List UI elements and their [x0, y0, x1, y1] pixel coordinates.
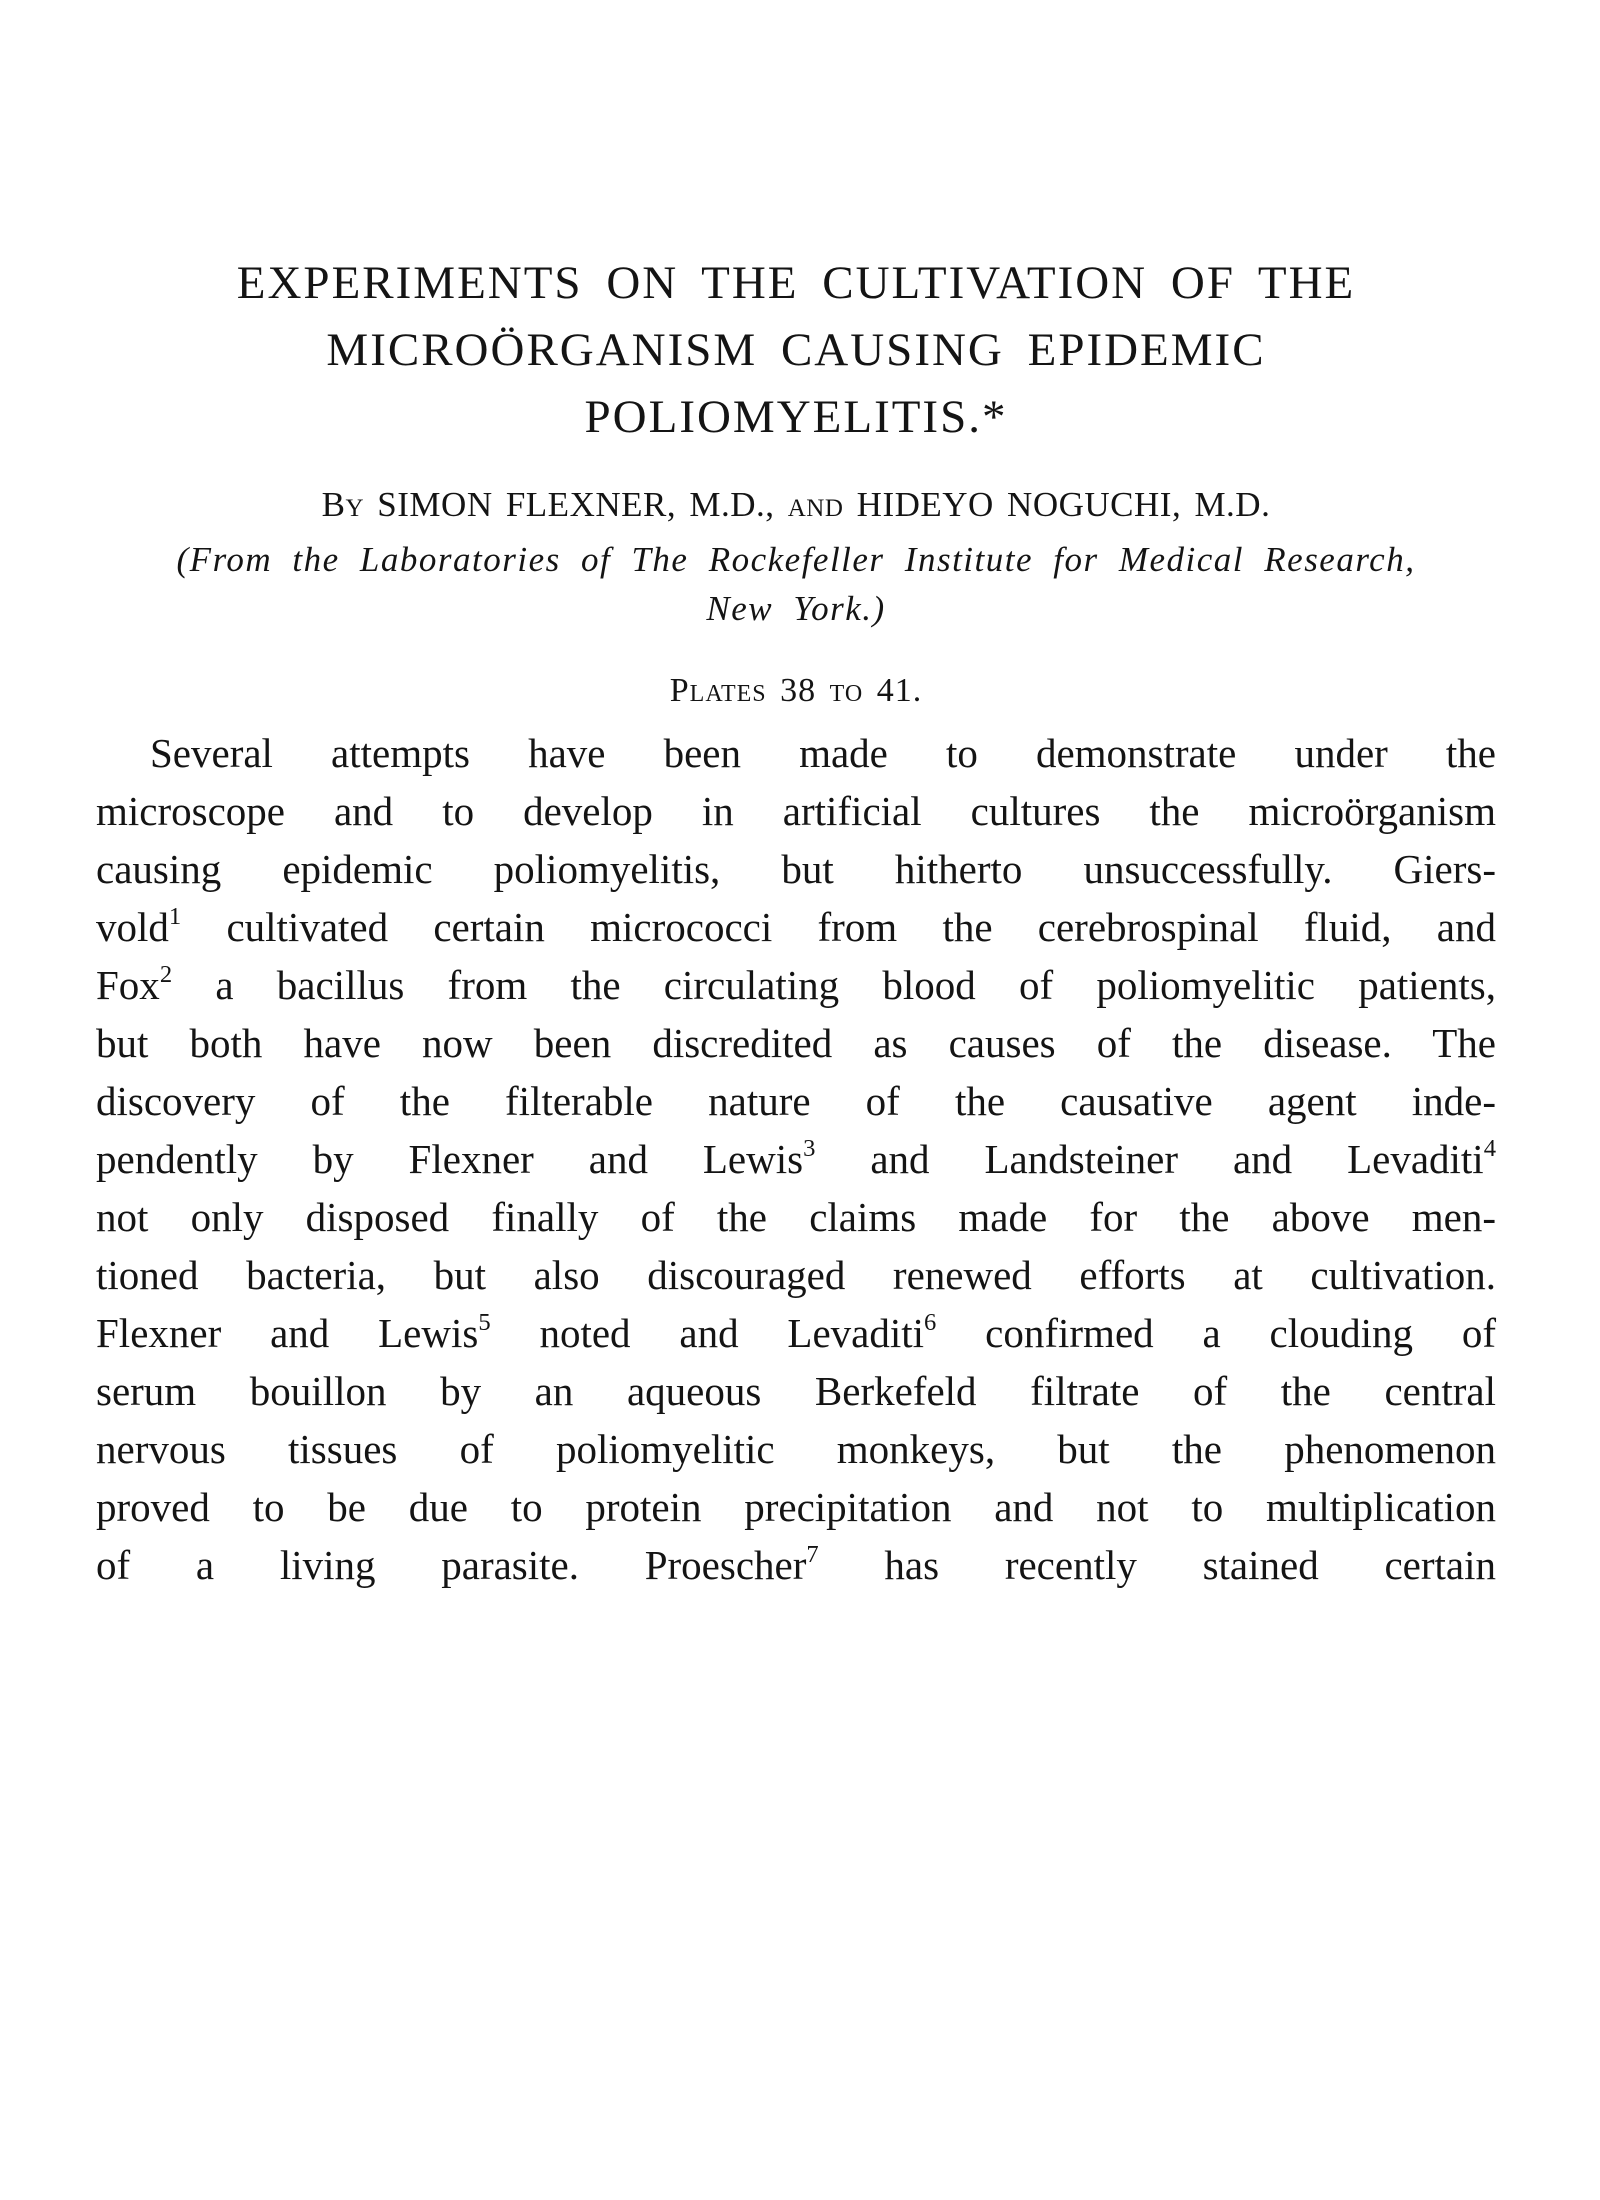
footnote-ref: 7: [806, 1540, 819, 1568]
title-line: MICROÖRGANISM CAUSING EPIDEMIC: [326, 324, 1266, 376]
text-line: but both have now been discredited as causes of the disease. The: [96, 1020, 1496, 1066]
plates-reference: [96, 672, 1496, 710]
text-line: not only disposed finally of the claims made for the above men-: [96, 1194, 1496, 1240]
text-line: causing epidemic poliomyelitis, but hitherto unsuccessfully. Giers-: [96, 846, 1496, 892]
affiliation-line: New York.): [706, 589, 886, 628]
affiliation: [96, 535, 1496, 633]
text-run: vold: [96, 904, 169, 950]
article-title: [96, 250, 1496, 451]
text-line: proved to be due to protein precipitation and not to multiplication: [96, 1484, 1496, 1530]
text-line: [96, 1536, 1496, 1594]
footnote-ref: 5: [478, 1308, 491, 1336]
text-run: has recently stained certain: [818, 1542, 1496, 1588]
text-line: [96, 1304, 1496, 1362]
text-run: noted and Levaditi: [490, 1310, 925, 1356]
text-line: [96, 1130, 1496, 1188]
body-paragraph: [96, 724, 1496, 1594]
footnote-ref: 6: [924, 1308, 937, 1336]
text-run: Flexner and Lewis: [96, 1310, 479, 1356]
text-line: discovery of the filterable nature of the causative agent inde-: [96, 1078, 1496, 1124]
plates-first: 38: [780, 672, 817, 709]
byline-and: and: [787, 485, 844, 524]
text-line: [96, 956, 1496, 1014]
text-line: Several attempts have been made to demonstrate under the: [150, 730, 1496, 776]
text-line: [96, 898, 1496, 956]
text-line: tioned bacteria, but also discouraged renewed efforts at cultivation.: [96, 1252, 1496, 1298]
title-line: POLIOMYELITIS.*: [584, 391, 1008, 443]
title-line: EXPERIMENTS ON THE CULTIVATION OF THE: [236, 257, 1356, 309]
text-run: pendently by Flexner and Lewis: [96, 1136, 804, 1182]
plates-label: Plates: [669, 672, 767, 709]
text-run: of a living parasite. Proescher: [96, 1542, 807, 1588]
text-run: confirmed a clouding of: [936, 1310, 1496, 1356]
footnote-ref: 4: [1483, 1134, 1496, 1162]
footnote-ref: 3: [803, 1134, 816, 1162]
affiliation-line: (From the Laboratories of The Rockefeller Institute for Medical Research,: [176, 540, 1416, 579]
author-name: HIDEYO NOGUCHI, M.D.: [856, 485, 1271, 524]
plates-last: 41.: [876, 672, 923, 709]
text-run: a bacillus from the circulating blood of poliomyelitic patients,: [172, 962, 1496, 1008]
text-run: Fox: [96, 962, 160, 1008]
author-name: SIMON FLEXNER, M.D.,: [377, 485, 775, 524]
plates-to: to: [829, 672, 864, 709]
footnote-ref: 2: [159, 960, 173, 988]
text-run: cultivated certain micrococci from the cerebrospinal fluid, and: [181, 904, 1496, 950]
text-run: and Landsteiner and Levaditi: [815, 1136, 1484, 1182]
author-byline: [96, 485, 1496, 525]
byline-by: By: [321, 485, 365, 524]
text-line: serum bouillon by an aqueous Berkefeld filtrate of the central: [96, 1368, 1496, 1414]
footnote-ref: 1: [168, 902, 182, 930]
text-line: nervous tissues of poliomyelitic monkeys, but the phenomenon: [96, 1426, 1496, 1472]
text-line: microscope and to develop in artificial cultures the microörganism: [96, 788, 1496, 834]
article-page: [96, 250, 1496, 1594]
